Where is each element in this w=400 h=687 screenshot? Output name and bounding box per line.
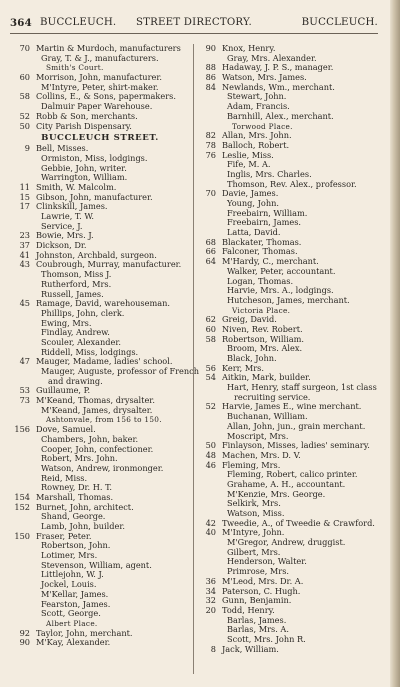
- entry-text: M'Kenzie, Mrs. George.: [227, 488, 326, 499]
- house-number: 11: [19, 181, 30, 192]
- entry-text: Broom, Mrs. Alex.: [227, 343, 303, 354]
- entry-text: Barlas, Mrs. A.: [227, 624, 289, 635]
- directory-entry: [8, 541, 192, 551]
- entry-text: Bowie, Mrs. J.: [36, 230, 94, 241]
- entry-text: Thomson, Rev. Alex., professor.: [227, 178, 357, 189]
- house-number: 37: [19, 240, 30, 251]
- entry-text: Jockel, Louis.: [41, 579, 97, 590]
- entry-text: City Parish Dispensary.: [36, 120, 132, 131]
- house-number: 50: [205, 440, 216, 451]
- house-number: 34: [205, 585, 216, 596]
- entry-text: Davie, James.: [222, 188, 279, 199]
- entry-text: Gibson, John, manufacturer.: [36, 191, 153, 202]
- house-number: 32: [205, 595, 216, 606]
- house-number: 92: [19, 627, 30, 638]
- entry-text: Scott, Mrs. John R.: [227, 633, 306, 644]
- entry-text: Ramage, David, warehouseman.: [36, 298, 170, 309]
- house-number: 90: [205, 43, 216, 53]
- directory-entry: [194, 189, 378, 199]
- entry-text: Bell, Misses.: [36, 143, 89, 154]
- house-number: 154: [14, 491, 30, 502]
- entry-text: M'Kellar, James.: [41, 588, 109, 599]
- directory-entry: [194, 606, 378, 616]
- directory-entry: [8, 54, 192, 64]
- entry-text: Allan, Mrs. John.: [222, 130, 292, 141]
- entry-text: M'Kay, Alexander.: [36, 637, 111, 648]
- house-number: 68: [205, 236, 216, 247]
- entry-text: Falconer, Thomas.: [222, 246, 298, 257]
- entry-text: Logan, Thomas.: [227, 275, 294, 286]
- house-number: 9: [24, 143, 30, 154]
- house-number: 60: [19, 72, 30, 83]
- house-number: 52: [205, 401, 216, 412]
- entry-text: Watson, Andrew, ironmonger.: [41, 462, 164, 473]
- header-rule: [10, 33, 378, 34]
- entry-text: Clinkskill, James.: [36, 201, 108, 212]
- directory-entry: [194, 344, 378, 354]
- entry-text: Smith, W. Malcolm.: [36, 181, 117, 192]
- entry-text: Stevenson, William, agent.: [41, 559, 152, 570]
- house-number: 152: [14, 501, 30, 512]
- entry-text: Kerr, Mrs.: [222, 362, 264, 373]
- entry-text: Young, John.: [227, 198, 279, 208]
- entry-text: Fearston, James.: [41, 598, 111, 609]
- directory-entry: [8, 570, 192, 580]
- entry-text: M'Intyre, John.: [222, 527, 285, 538]
- house-number: 45: [19, 298, 30, 309]
- house-number: 60: [205, 323, 216, 334]
- house-number: 88: [205, 62, 216, 73]
- directory-entry: [8, 638, 192, 648]
- entry-text: Watson, Miss.: [227, 508, 285, 518]
- directory-entry: [194, 296, 378, 306]
- entry-text: Greig, David.: [222, 314, 277, 325]
- entry-text: Lamb, John, builder.: [41, 521, 125, 531]
- entry-text: Gilbert, Mrs.: [227, 546, 281, 557]
- entry-text: Mauger, Madame, ladies' school.: [36, 356, 173, 367]
- entry-text: Marshall, Thomas.: [36, 491, 114, 502]
- entry-text: Morrison, John, manufacturer.: [36, 72, 162, 83]
- entry-text: Barnhill, Alex., merchant.: [227, 110, 334, 121]
- entry-text: Walker, Peter, accountant.: [227, 265, 336, 276]
- entry-text: Newlands, Wm., merchant.: [222, 81, 335, 92]
- entry-text: Lawrie, T. W.: [41, 211, 94, 221]
- directory-entry: [194, 645, 378, 655]
- left-column: [8, 43, 200, 648]
- house-number: 90: [19, 637, 30, 648]
- entry-text: Thomson, Miss J.: [41, 269, 112, 280]
- entry-text: Warrington, William.: [41, 172, 128, 183]
- entry-text: Fleming, Robert, calico printer.: [227, 469, 358, 480]
- entry-text: Russell, James.: [41, 288, 104, 299]
- entry-text: Littlejohn, W. J.: [41, 569, 104, 580]
- house-number: 43: [19, 259, 30, 270]
- entry-text: Phillips, John, clerk.: [41, 307, 125, 318]
- entry-text: Hadaway, J. P. S., manager.: [222, 62, 334, 73]
- house-number: 70: [205, 188, 216, 199]
- house-number: 58: [205, 333, 216, 344]
- header-right: BUCCLEUCH.: [301, 17, 378, 28]
- entry-text: Stewart, John.: [227, 91, 287, 102]
- house-number: 46: [205, 459, 216, 470]
- entry-text: Inglis, Mrs. Charles.: [227, 168, 312, 179]
- house-number: 42: [205, 517, 216, 528]
- entry-text: Paterson, C. Hugh.: [222, 585, 301, 596]
- entry-text: Allan, John, jun., grain merchant.: [227, 420, 366, 431]
- entry-text: Niven, Rev. Robert.: [222, 323, 303, 334]
- entry-text: Fleming, Mrs.: [222, 459, 281, 470]
- directory-entry: [8, 609, 192, 619]
- house-number: 84: [205, 81, 216, 92]
- entry-text: Cooper, John, confectioner.: [41, 443, 154, 454]
- entry-text: M'Intyre, Peter, shirt-maker.: [41, 81, 159, 92]
- directory-entry: [8, 464, 192, 474]
- entry-text: Coubrough, Murray, manufacturer.: [36, 259, 182, 270]
- house-number: 41: [19, 249, 30, 260]
- directory-entry: [8, 212, 192, 222]
- entry-text: Hutcheson, James, merchant.: [227, 294, 350, 305]
- entry-text: Chambers, John, baker.: [41, 433, 139, 444]
- entry-text: M'Keand, Thomas, drysalter.: [36, 395, 155, 406]
- entry-text: Aitkin, Mark, builder.: [222, 372, 311, 383]
- entry-text: Black, John.: [227, 353, 277, 363]
- house-number: 58: [19, 91, 30, 102]
- entry-text: Shand, George.: [41, 511, 106, 522]
- entry-text: Ewing, Mrs.: [41, 317, 92, 328]
- entry-text: Taylor, John, merchant.: [36, 627, 133, 638]
- entry-text: Burnet, John, architect.: [36, 501, 134, 512]
- house-number: 50: [19, 120, 30, 131]
- directory-entry: [194, 218, 378, 228]
- entry-text: Dalmuir Paper Warehouse.: [41, 101, 153, 112]
- entry-text: Latta, David.: [227, 227, 281, 238]
- house-number: 56: [205, 362, 216, 373]
- entry-text: M'Keand, James, drysalter.: [41, 404, 153, 415]
- entry-text: Gray, Mrs. Alexander.: [227, 52, 317, 63]
- entry-text: Grahame, A. H., accountant.: [227, 478, 346, 489]
- house-number: 150: [14, 530, 30, 541]
- directory-entry: [194, 112, 378, 122]
- entry-text: M'Leod, Mrs. Dr. A.: [222, 575, 304, 586]
- entry-text: Guillaume, P.: [36, 385, 91, 396]
- entry-text: Torwood Place.: [232, 121, 293, 131]
- entry-text: Buchanan, William.: [227, 411, 308, 422]
- entry-text: Rowney, Dr. H. T.: [41, 482, 112, 493]
- house-number: 76: [205, 149, 216, 160]
- entry-text: Collins, E., & Sons, papermakers.: [36, 91, 176, 102]
- house-number: 86: [205, 72, 216, 83]
- entry-text: Watson, Mrs. James.: [222, 72, 307, 83]
- house-number: 23: [19, 230, 30, 241]
- house-number: 78: [205, 139, 216, 150]
- entry-text: Victoria Place.: [232, 305, 291, 315]
- entry-text: Dickson, Dr.: [36, 240, 87, 251]
- entry-text: Service, J.: [41, 220, 83, 231]
- house-number: 53: [19, 385, 30, 396]
- entry-text: Henderson, Walter.: [227, 556, 307, 567]
- entry-text: Gray, T. & J., manufacturers.: [41, 52, 159, 63]
- entry-text: Gebbie, John, writer.: [41, 162, 127, 173]
- entry-text: Jack, William.: [222, 643, 279, 654]
- entry-text: recruiting service.: [234, 391, 311, 402]
- entry-text: Adam, Francis.: [227, 101, 290, 112]
- house-number: 156: [14, 424, 30, 435]
- house-number: 48: [205, 449, 216, 460]
- header-left: BUCCLEUCH.: [40, 17, 117, 28]
- entry-text: Robertson, John.: [41, 540, 111, 551]
- entry-text: Tweedie, A., of Tweedie & Crawford.: [222, 517, 375, 528]
- house-number: 15: [19, 191, 30, 202]
- entry-text: Scott, George.: [41, 608, 101, 619]
- house-number: 62: [205, 314, 216, 325]
- directory-entry: [8, 309, 192, 319]
- entry-text: Balloch, Robert.: [222, 139, 290, 150]
- entry-text: Scouler, Alexander.: [41, 336, 121, 347]
- entry-text: Robertson, William.: [222, 333, 304, 344]
- house-number: 54: [205, 372, 216, 383]
- entry-text: Ashtonvale, from 156 to 150.: [46, 415, 162, 425]
- house-number: 82: [205, 130, 216, 141]
- entry-text: Robert, Mrs. John.: [41, 453, 118, 464]
- entry-text: Knox, Henry.: [222, 43, 276, 53]
- entry-text: Gunn, Benjamin.: [222, 595, 292, 606]
- entry-text: Blackater, Thomas.: [222, 236, 302, 247]
- entry-text: Selkirk, Mrs.: [227, 498, 281, 509]
- entry-text: Ormiston, Miss, lodgings.: [41, 152, 148, 163]
- entry-text: Mauger, Auguste, professor of French: [41, 366, 200, 376]
- house-number: 73: [19, 395, 30, 406]
- entry-text: Reid, Miss.: [41, 472, 88, 483]
- entry-text: Findlay, Andrew.: [41, 327, 110, 338]
- house-number: 20: [205, 604, 216, 615]
- entry-text: BUCCLEUCH STREET.: [41, 133, 159, 144]
- directory-entry: [8, 202, 192, 212]
- directory-entry: [194, 538, 378, 548]
- entry-text: Todd, Henry.: [222, 604, 275, 615]
- directory-entry: [194, 83, 378, 93]
- directory-entry: [8, 406, 192, 416]
- entry-text: Dove, Samuel.: [36, 424, 96, 435]
- house-number: 17: [19, 201, 30, 212]
- entry-text: Machen, Mrs. D. V.: [222, 449, 301, 460]
- entry-text: Hart, Henry, staff surgeon, 1st class: [227, 382, 377, 393]
- entry-text: M'Hardy, C., merchant.: [222, 256, 319, 267]
- house-number: 64: [205, 256, 216, 267]
- entry-text: Moscript, Mrs.: [227, 430, 289, 441]
- right-column: [194, 44, 378, 654]
- directory-entry: [8, 122, 192, 132]
- entry-text: M'Gregor, Andrew, druggist.: [227, 537, 346, 548]
- directory-entry: [194, 499, 378, 509]
- entry-text: Johnston, Archbald, surgeon.: [36, 249, 157, 260]
- directory-entry: [194, 490, 378, 500]
- entry-text: Harvie, Mrs. A., lodgings.: [227, 285, 334, 296]
- page-number: 364: [10, 17, 32, 29]
- entry-text: Smith's Court.: [46, 63, 104, 73]
- entry-text: Finlayson, Misses, ladies' seminary.: [222, 440, 370, 451]
- house-number: 8: [210, 643, 216, 654]
- entry-text: Primrose, Mrs.: [227, 566, 290, 577]
- house-number: 70: [19, 43, 30, 53]
- entry-text: Fraser, Peter.: [36, 530, 92, 541]
- header-center: STREET DIRECTORY.: [136, 17, 252, 28]
- entry-text: Martin & Murdoch, manufacturers: [36, 43, 181, 53]
- house-number: 36: [205, 575, 216, 586]
- entry-text: Barlas, James.: [227, 614, 287, 625]
- entry-text: Leslie, Miss.: [222, 149, 274, 160]
- entry-text: Freebairn, James.: [227, 217, 301, 228]
- book-spine-edge: [390, 0, 400, 687]
- entry-text: Freebairn, William.: [227, 207, 308, 218]
- entry-text: Rutherford, Mrs.: [41, 278, 112, 289]
- house-number: 52: [19, 110, 30, 121]
- entry-text: Albert Place.: [46, 618, 98, 628]
- entry-text: Robb & Son, merchants.: [36, 110, 138, 121]
- house-number: 66: [205, 246, 216, 257]
- house-number: 47: [19, 356, 30, 367]
- running-header: [10, 17, 378, 31]
- entry-text: Lotimer, Mrs.: [41, 550, 98, 561]
- entry-text: and drawing.: [48, 375, 103, 386]
- entry-text: Harvie, James E., wine merchant.: [222, 401, 362, 412]
- entry-text: Riddell, Miss, lodgings.: [41, 346, 139, 357]
- directory-entry: [194, 151, 378, 161]
- entry-text: Fife, M. A.: [227, 159, 271, 170]
- house-number: 40: [205, 527, 216, 538]
